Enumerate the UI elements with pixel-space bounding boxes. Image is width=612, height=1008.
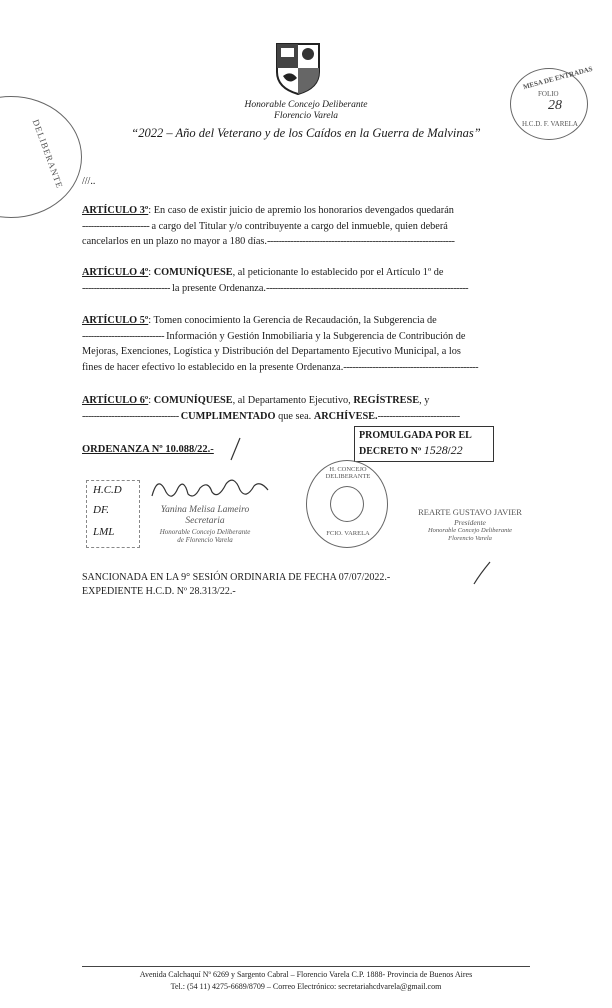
year-motto: “2022 – Año del Veterano y de los Caídos en la Guerra de Malvinas” — [131, 126, 481, 140]
city-name: Florencio Varela — [274, 111, 338, 121]
article-6-bold-4: ARCHÍVESE. — [313, 410, 378, 422]
promulgada-line-2: DECRETO Nº 1528/22 — [359, 443, 463, 457]
pen-stroke-icon — [472, 560, 492, 586]
ordenanza-number: ORDENANZA Nº 10.088/22.- — [82, 444, 214, 455]
article-3-line-3: cancelarlos en un plazo no mayor a 180 días. — [82, 236, 267, 247]
secretary-name: Yanina Melisa Lameiro — [160, 505, 250, 515]
article-6-label: ARTÍCULO 6º — [82, 395, 149, 406]
article-3-label: ARTÍCULO 3º — [82, 205, 149, 216]
article-4-line-2: la presente Ordenanza. — [171, 282, 267, 294]
article-4: ARTÍCULO 4º: COMUNÍQUESE, al peticionante lo establecido por el Artículo 1º de ------------------------------ la presente Ordenanza.--------------------------------------------------------------------- — [82, 267, 469, 294]
president-role: Presidente — [454, 518, 486, 527]
sancionada-line: SANCIONADA EN LA 9° SESIÓN ORDINARIA DE FECHA 07/07/2022.- — [82, 572, 391, 583]
initial-2: DF. — [93, 504, 109, 516]
article-5-line-3: Mejoras, Exenciones, Logística y Distribución del Departamento Ejecutivo Municipal, a los — [82, 346, 461, 357]
article-6-text-3: que sea. — [275, 410, 314, 422]
seal-top-text: H. CONCEJO DELIBERANTE — [325, 466, 371, 480]
article-5-line-1: : Tomen conocimiento la Gerencia de Recaudación, la Subgerencia de — [148, 315, 437, 326]
article-4-line-1: , al peticionante lo establecido por el Artículo 1º de — [232, 267, 444, 278]
dash-filler: ---------------------------- — [377, 410, 460, 422]
article-6-bold-1: COMUNÍQUESE — [153, 395, 233, 406]
footer-divider — [82, 966, 530, 967]
article-6-text-1: , al Departamento Ejecutivo, — [232, 395, 354, 406]
seal-inner-emblem — [330, 486, 364, 522]
article-6: ARTÍCULO 6º: COMUNÍQUESE, al Departamento Ejecutivo, REGÍSTRESE, y --------------------------------- CUMPLIMENTADO que sea. ARCHÍVESE.---------------------------- — [82, 395, 460, 422]
article-4-label: ARTÍCULO 4º — [82, 267, 149, 278]
secretary-org-1: Honorable Concejo Deliberante — [159, 528, 251, 536]
president-name: REARTE GUSTAVO JAVIER — [418, 507, 522, 517]
folio-stamp-label: FOLIO — [538, 90, 559, 98]
pen-stroke-icon — [228, 436, 242, 462]
folio-stamp-title: MESA DE ENTRADAS — [522, 64, 594, 92]
footer-contact: Tel.: (54 11) 4275-6689/8709 – Correo Electrónico: secretariahcdvarela@gmail.com — [170, 982, 442, 991]
promulgada-stamp — [354, 426, 494, 462]
expediente-line: EXPEDIENTE H.C.D. Nº 28.313/22.- — [82, 586, 236, 597]
article-6-bold-3: CUMPLIMENTADO — [180, 410, 276, 422]
secretary-role: Secretaria — [185, 516, 225, 526]
folio-stamp-bottom: H.C.D. F. VARELA — [522, 120, 578, 128]
seal-bottom-text: FCIO. VARELA — [326, 530, 370, 537]
dash-filler: ------------------------------ — [82, 282, 172, 294]
article-5-line-2: Información y Gestión Inmobiliaria y la Subgerencia de Contribución de — [166, 330, 466, 342]
continuation-mark: ///.. — [82, 176, 96, 187]
president-org-2: Florencio Varela — [448, 535, 492, 542]
folio-number: 28 — [548, 98, 562, 113]
article-6-text-2: , y — [419, 395, 430, 406]
promulgada-decreto-label: DECRETO Nº — [359, 446, 422, 457]
promulgada-line-1: PROMULGADA POR EL — [359, 430, 472, 441]
dash-filler: --------------------------------------------------------------------- — [266, 282, 469, 294]
dash-filler: ----------------------- — [82, 220, 152, 232]
secretary-org-2: de Florencio Varela — [177, 536, 233, 544]
secretary-signature — [148, 470, 273, 506]
article-6-bold-2: REGÍSTRESE — [353, 395, 420, 406]
dash-filler: ---------------------------- — [82, 330, 167, 342]
article-5-line-4: fines de hacer efectivo lo establecido en la presente Ordenanza. — [82, 361, 344, 373]
article-5 — [82, 313, 522, 375]
article-3 — [82, 203, 522, 250]
footer-address: Avenida Calchaquí Nº 6269 y Sargento Cabral – Florencio Varela C.P. 1888- Provincia de Buenos Aires — [139, 970, 473, 979]
president-org-1: Honorable Concejo Deliberante — [427, 527, 513, 534]
article-4-bold: COMUNÍQUESE — [153, 267, 233, 278]
article-3-line-2: a cargo del Titular y/o contribuyente a cargo del inmueble, quien deberá — [151, 220, 448, 232]
initial-3: LML — [93, 526, 115, 538]
initial-1: H.C.D — [93, 484, 122, 496]
decreto-number: 1528 — [423, 443, 448, 457]
coat-of-arms-icon — [275, 42, 321, 96]
dash-filler: --------------------------------- — [82, 410, 181, 422]
dash-filler: ---------------------------------------------- — [343, 361, 479, 373]
article-5-label: ARTÍCULO 5º — [82, 315, 149, 326]
article-3-line-1: : En caso de existir juicio de apremio los honorarios devengados quedarán — [148, 205, 454, 216]
dash-filler: ---------------------------------------------------------------- — [267, 236, 455, 247]
institution-name: Honorable Concejo Deliberante — [244, 100, 368, 110]
left-stamp-text: DELIBERANTE — [30, 118, 65, 191]
decreto-year: 22 — [450, 443, 463, 457]
